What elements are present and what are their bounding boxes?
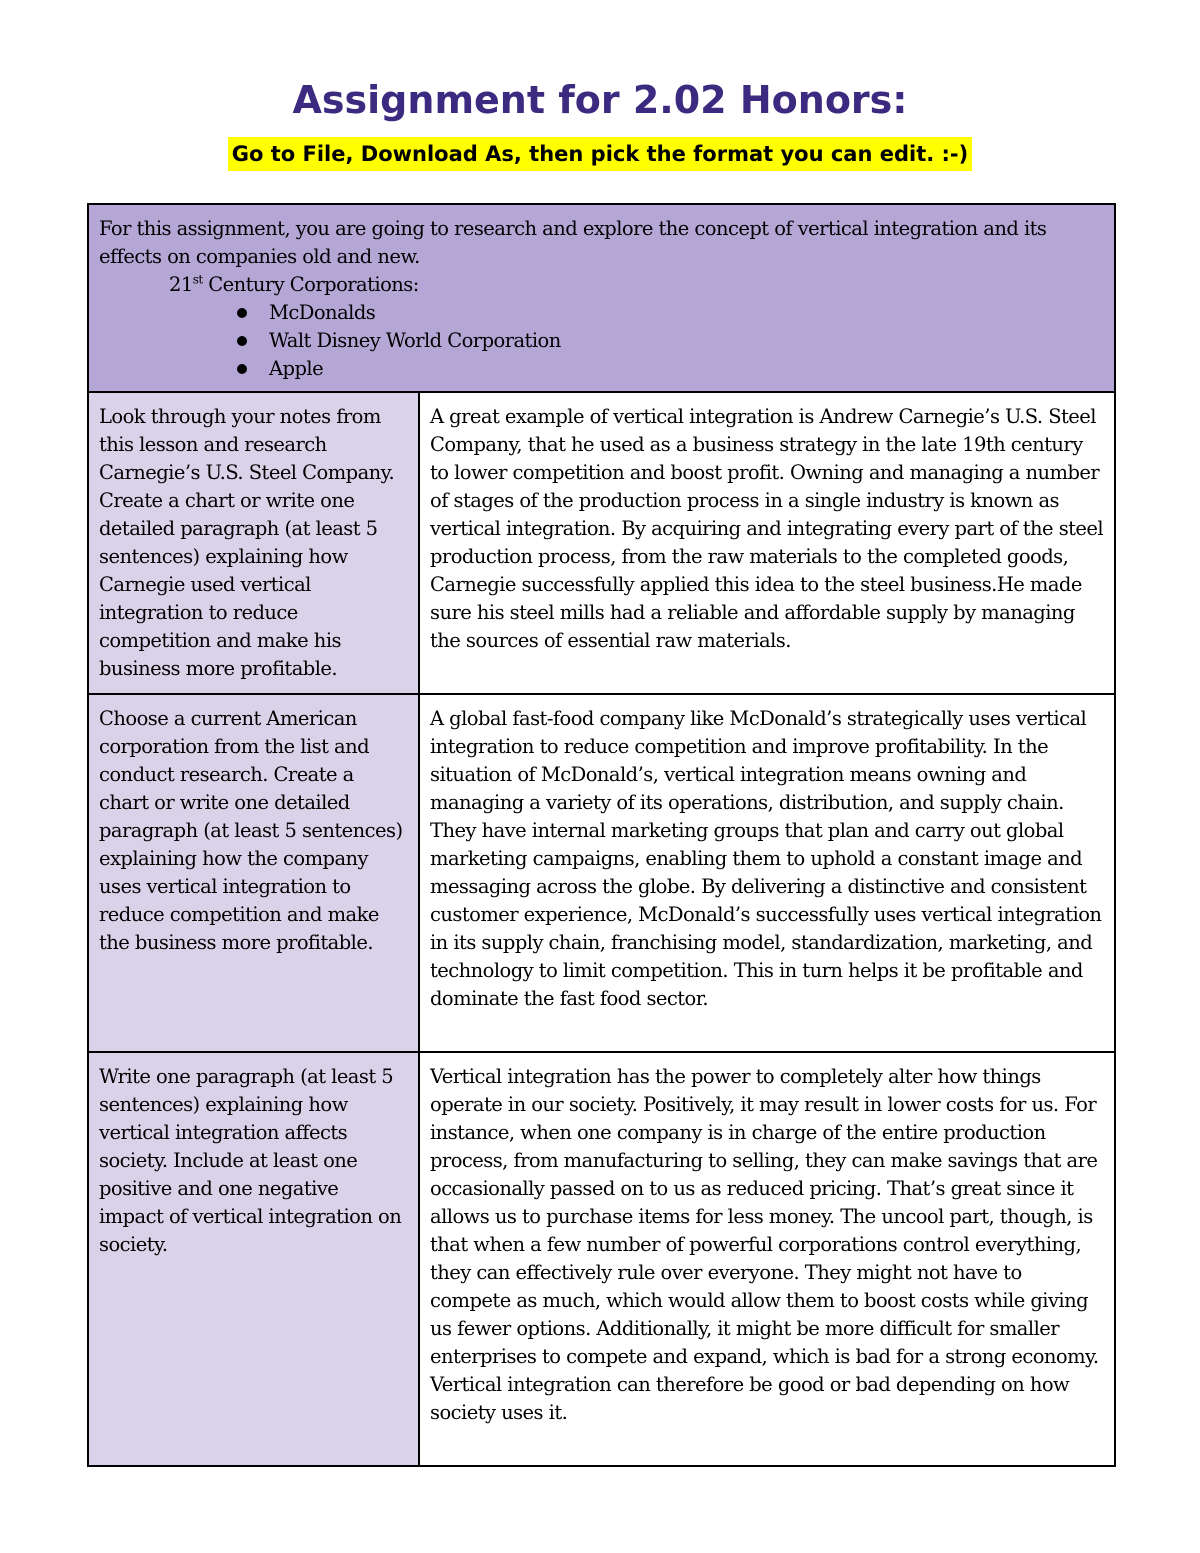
prompt-cell: Look through your notes from this lesson and research Carnegie’s U.S. Steel Company. Create a chart or write one detailed paragraph (at least 5 sentences) explaining how Carnegie used vertical integration to reduce competition and make his business more profitable.: [88, 392, 419, 694]
list-item: [237, 327, 1104, 355]
corporation-name: Apple: [269, 357, 324, 380]
table-row: [88, 392, 1115, 694]
document-title: Assignment for 2.02 Honors:: [292, 78, 908, 122]
bullet-icon: [237, 308, 247, 318]
bullet-icon: [237, 336, 247, 346]
list-item: [237, 299, 1104, 327]
corporations-heading-text: Century Corporations:: [202, 273, 419, 296]
table-row: [88, 694, 1115, 1052]
intro-text: For this assignment, you are going to research and explore the concept of vertical integration and its effects on companies old and new.: [99, 217, 1047, 268]
assignment-table: [87, 203, 1116, 1467]
corporations-heading-sup: st: [192, 272, 203, 287]
highlighted-instruction: Go to File, Download As, then pick the format you can edit. :-): [228, 137, 973, 171]
instruction-container: [0, 137, 1200, 171]
answer-cell[interactable]: A global fast-food company like McDonald’s strategically uses vertical integration to reduce competition and improve profitability. In the situation of McDonald’s, vertical integration means owning and managing a variety of its operations, distribution, and supply chain. They have internal marketing groups that plan and carry out global marketing campaigns, enabling them to uphold a constant image and messaging across the globe. By delivering a distinctive and consistent customer experience, McDonald’s successfully uses vertical integration in its supply chain, franchising model, standardization, marketing, and technology to limit competition. This in turn helps it be profitable and dominate the fast food sector.: [419, 694, 1115, 1052]
corporation-name: Walt Disney World Corporation: [269, 329, 561, 352]
bullet-icon: [237, 364, 247, 374]
corporation-name: McDonalds: [269, 301, 376, 324]
prompt-cell: Write one paragraph (at least 5 sentences) explaining how vertical integration affects society. Include at least one positive and one negative impact of vertical integration on society.: [88, 1052, 419, 1466]
list-item: [237, 355, 1104, 383]
prompt-cell: Choose a current American corporation from the list and conduct research. Create a chart or write one detailed paragraph (at least 5 sentences) explaining how the company uses vertical integration to reduce competition and make the business more profitable.: [88, 694, 419, 1052]
corporations-heading: [99, 271, 1104, 299]
intro-cell: [88, 204, 1115, 392]
corporations-list: [99, 299, 1104, 383]
answer-cell[interactable]: Vertical integration has the power to completely alter how things operate in our society. Positively, it may result in lower costs for us. For instance, when one company is in charge of the entire production process, from manufacturing to selling, they can make savings that are occasionally passed on to us as reduced pricing. That’s great since it allows us to purchase items for less money. The uncool part, though, is that when a few number of powerful corporations control everything, they can effectively rule over everyone. They might not have to compete as much, which would allow them to boost costs while giving us fewer options. Additionally, it might be more difficult for smaller enterprises to compete and expand, which is bad for a strong economy. Vertical integration can therefore be good or bad depending on how society uses it.: [419, 1052, 1115, 1466]
corporations-heading-number: 21: [169, 273, 193, 296]
table-row: [88, 1052, 1115, 1466]
answer-cell[interactable]: A great example of vertical integration is Andrew Carnegie’s U.S. Steel Company, that he used as a business strategy in the late 19th century to lower competition and boost profit. Owning and managing a number of stages of the production process in a single industry is known as vertical integration. By acquiring and integrating every part of the steel production process, from the raw materials to the completed goods, Carnegie successfully applied this idea to the steel business.He made sure his steel mills had a reliable and affordable supply by managing the sources of essential raw materials.: [419, 392, 1115, 694]
